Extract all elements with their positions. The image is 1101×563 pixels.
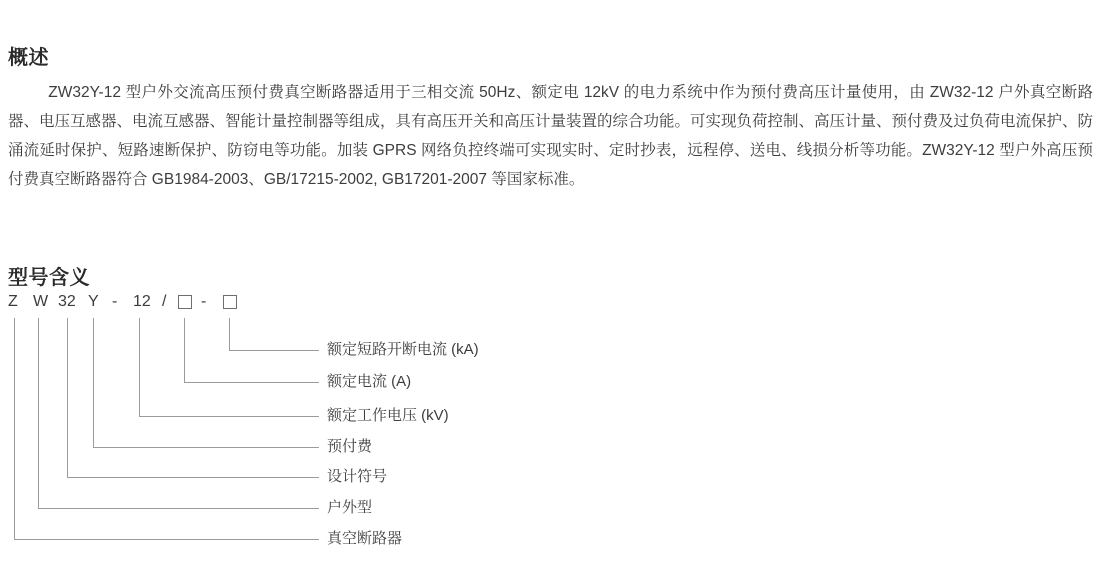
code-char-dash-1: - <box>112 293 118 310</box>
code-char-z: Z <box>8 293 18 310</box>
leader-vline-rated-voltage <box>139 318 140 416</box>
leader-hline-design-symbol <box>67 477 319 478</box>
leader-vline-design-symbol <box>67 318 68 477</box>
leader-vline-vacuum-breaker <box>14 318 15 539</box>
code-box-breaking-current <box>223 295 237 309</box>
leader-hline-vacuum-breaker <box>14 539 319 540</box>
legend-label-breaking-current: 额定短路开断电流 (kA) <box>327 341 479 358</box>
legend-label-vacuum-breaker: 真空断路器 <box>327 530 403 547</box>
code-char-y: Y <box>88 293 99 310</box>
legend-label-outdoor-type: 户外型 <box>327 499 373 516</box>
legend-label-prepaid: 预付费 <box>327 438 373 455</box>
leader-hline-rated-current <box>184 382 319 383</box>
legend-label-design-symbol: 设计符号 <box>327 468 388 485</box>
leader-hline-prepaid <box>93 447 319 448</box>
code-char-12: 12 <box>133 293 151 310</box>
leader-vline-breaking-current <box>229 318 230 350</box>
overview-paragraph: ZW32Y-12 型户外交流高压预付费真空断路器适用于三相交流 50Hz、额定电 12kV 的电力系统中作为预付费高压计量使用，由 ZW32-12 户外真空断路器、电压互感器、电流互感器、智能计量控制器等组成，具有高压开关和高压计量装置的综合功能。可实现负荷控制、高压计量、预付费及过负荷电流保护、防涌流延时保护、短路速断保护、防窃电等功能。加装 GPRS 网络负控终端可实现实时、定时抄表，远程停、送电、线损分析等功能。ZW32Y-12 型户外高压预付费真空断路器符合 GB1984-2003、GB/17215-2002, GB17201-2007 等国家标准。 <box>8 83 1094 188</box>
code-char-slash: / <box>162 293 167 310</box>
legend-label-rated-current: 额定电流 (A) <box>327 373 412 390</box>
overview-heading: 概述 <box>8 46 49 69</box>
code-char-w: W <box>33 293 49 310</box>
leader-vline-rated-current <box>184 318 185 382</box>
legend-label-rated-voltage: 额定工作电压 (kV) <box>327 407 449 424</box>
code-char-32: 32 <box>58 293 76 310</box>
leader-hline-breaking-current <box>229 350 319 351</box>
leader-hline-rated-voltage <box>139 416 319 417</box>
leader-vline-prepaid <box>93 318 94 447</box>
leader-vline-outdoor-type <box>38 318 39 508</box>
leader-hline-outdoor-type <box>38 508 319 509</box>
model-meaning-heading: 型号含义 <box>8 266 90 289</box>
code-box-current <box>178 295 192 309</box>
code-char-dash-2: - <box>201 293 207 310</box>
